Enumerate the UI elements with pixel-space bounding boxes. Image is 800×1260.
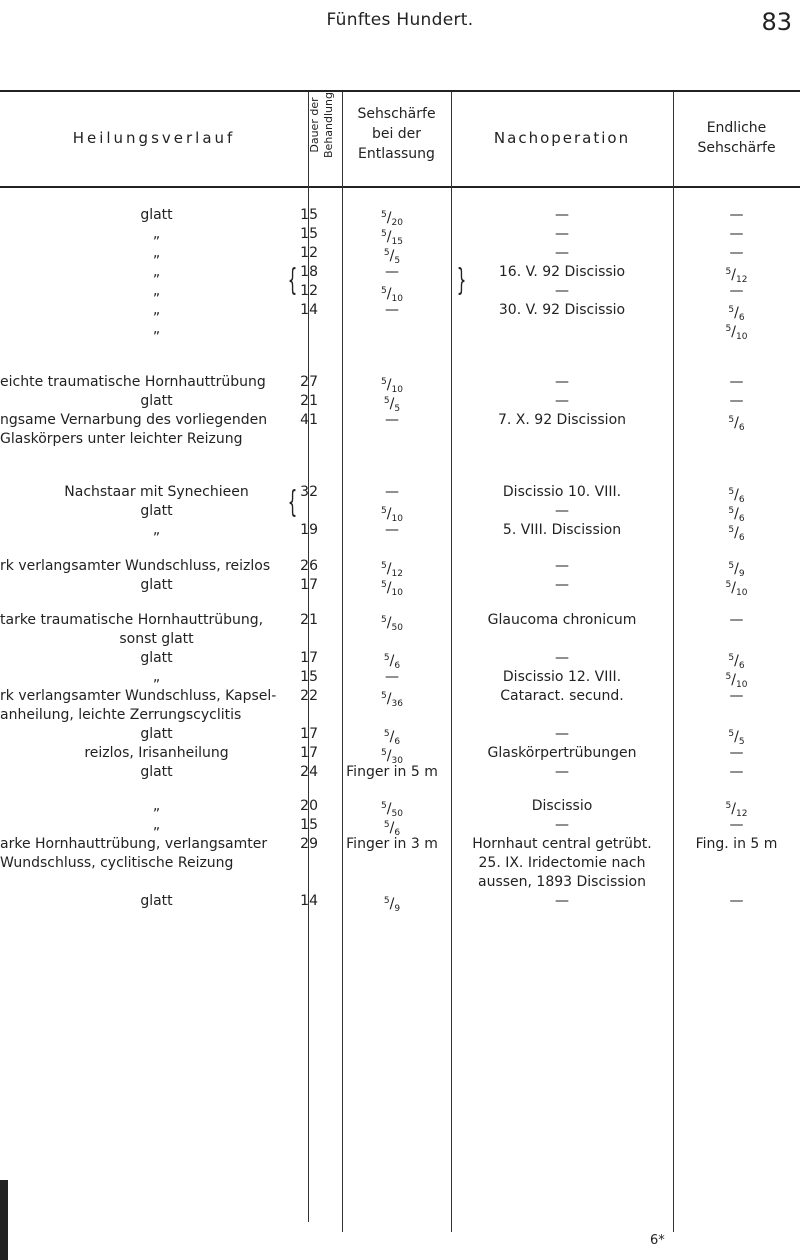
cell-endliche: — (729, 245, 744, 261)
fraction-slash: / (386, 748, 392, 764)
cell-sehschaerfe (337, 893, 447, 918)
cell-verlauf: eichte traumatische Hornhauttrübung (0, 374, 266, 390)
cell-sehschaerfe: — (385, 669, 399, 685)
fraction-numerator: 5 (728, 653, 735, 663)
cell-endliche: — (729, 764, 744, 780)
cell-nachoperation: — (555, 817, 569, 833)
cell-verlauf: tarke traumatische Hornhauttrübung, (0, 612, 264, 628)
cell-dauer: 12 (300, 283, 318, 299)
cell-dauer: 14 (300, 893, 318, 909)
cell-nachoperation: Discissio 12. VIII. (502, 669, 622, 685)
cell-dauer: 15 (300, 817, 318, 833)
cell-dauer: 17 (300, 650, 318, 666)
cell-dauer: 26 (300, 558, 318, 574)
signature-mark: 6* (650, 1233, 665, 1248)
fraction-slash: / (386, 229, 392, 245)
fraction-slash: / (386, 691, 392, 707)
fraction-slash: / (386, 210, 392, 226)
fraction-denominator: 15 (391, 237, 403, 247)
fraction-numerator: 5 (381, 506, 387, 516)
fraction-numerator: 5 (728, 487, 735, 497)
cell-verlauf: ngsame Vernarbung des vorliegenden (0, 412, 268, 428)
cell-nachoperation: Cataract. secund. (500, 688, 624, 704)
cell-verlauf: glatt (140, 893, 173, 909)
cell-dauer: 41 (300, 412, 318, 428)
cell-verlauf: arke Hornhauttrübung, verlangsamter (0, 836, 268, 852)
cell-dauer: 12 (300, 245, 318, 261)
fraction-denominator: 6 (394, 661, 401, 671)
cell-endliche: — (729, 893, 744, 909)
cell-endliche: — (729, 374, 744, 390)
fraction-numerator: 5 (728, 305, 735, 315)
cell-dauer: 24 (300, 764, 318, 780)
header-endl-line1: Endliche (706, 120, 767, 136)
fraction-denominator: 12 (736, 809, 748, 819)
cell-dauer: 15 (300, 207, 318, 223)
cell-endliche (673, 321, 800, 346)
cell-verlauf: „ (152, 321, 161, 337)
fraction-slash: / (389, 896, 395, 912)
cell-nachoperation: — (555, 503, 569, 519)
cell-verlauf: Wundschluss, cyclitische Reizung (0, 855, 234, 871)
cell-endliche (673, 522, 800, 547)
cell-sehschaerfe: — (385, 522, 399, 538)
fraction-slash: / (389, 729, 395, 745)
cell-verlauf: sonst glatt (119, 631, 194, 647)
fraction-numerator: 5 (383, 396, 390, 406)
fraction-slash: / (734, 305, 739, 321)
cell-nachoperation: — (555, 577, 569, 593)
cell-dauer: 18 (300, 264, 318, 280)
cell-endliche: — (729, 612, 744, 628)
cell-nachoperation: 7. X. 92 Discission (497, 412, 627, 428)
fraction-numerator: 5 (381, 801, 387, 811)
fraction-numerator: 5 (381, 286, 387, 296)
fraction-slash: / (386, 615, 392, 631)
header-nachoperation: Nachoperation (493, 129, 631, 147)
cell-endliche: — (729, 226, 744, 242)
cell-endliche: — (729, 688, 744, 704)
cell-dauer: 22 (300, 688, 318, 704)
fraction-slash: / (731, 580, 736, 596)
cell-dauer: 15 (300, 226, 318, 242)
running-title: Fünftes Hundert. (326, 10, 474, 30)
cell-nachoperation: — (555, 374, 569, 390)
fraction-denominator: 6 (738, 495, 745, 505)
cell-verlauf: rk verlangsamter Wundschluss, Kapsel- (0, 688, 277, 704)
cell-verlauf: „ (152, 283, 161, 299)
fraction-numerator: 5 (728, 729, 735, 739)
fraction-slash: / (386, 561, 392, 577)
header-verlauf: Heilungsverlauf (72, 129, 236, 147)
cell-verlauf: glatt (140, 577, 173, 593)
cell-sehschaerfe (337, 688, 447, 713)
fraction-denominator: 12 (736, 275, 748, 285)
fraction-numerator: 5 (381, 691, 387, 701)
fraction-denominator: 30 (391, 756, 403, 766)
fraction-denominator: 9 (394, 904, 401, 914)
fraction-slash: / (734, 415, 739, 431)
header-dauer-line1: Dauer der (308, 97, 321, 153)
fraction-denominator: 10 (736, 680, 748, 690)
fraction-numerator: 5 (728, 415, 735, 425)
brace-mark: { (287, 485, 298, 520)
fraction-numerator: 5 (381, 580, 387, 590)
cell-nachoperation: Discissio (531, 798, 593, 814)
fraction-denominator: 9 (738, 569, 745, 579)
cell-dauer: 27 (300, 374, 318, 390)
header-sehschaerfe (342, 104, 451, 164)
fraction-slash: / (734, 525, 739, 541)
fraction-denominator: 10 (736, 332, 748, 342)
cell-sehschaerfe: — (385, 264, 399, 280)
cell-verlauf: „ (152, 798, 161, 814)
header-sehs-line2: bei der (371, 126, 422, 142)
cell-verlauf: glatt (140, 764, 173, 780)
header-endl-line2: Sehschärfe (697, 140, 776, 156)
fraction-numerator: 5 (383, 896, 390, 906)
fraction-slash: / (731, 672, 736, 688)
cell-endliche (673, 412, 800, 437)
fraction-slash: / (734, 653, 739, 669)
fraction-slash: / (389, 820, 395, 836)
fraction-numerator: 5 (725, 267, 732, 277)
cell-sehschaerfe (337, 577, 447, 602)
fraction-numerator: 5 (381, 615, 387, 625)
fraction-denominator: 6 (738, 514, 745, 524)
cell-dauer: 17 (300, 745, 318, 761)
cell-nachoperation: Discissio 10. VIII. (502, 484, 622, 500)
cell-nachoperation: — (555, 764, 569, 780)
header-sehs-line3: Entlassung (358, 146, 435, 162)
fraction-slash: / (734, 729, 739, 745)
header-sehs-line1: Sehschärfe (357, 106, 436, 122)
cell-verlauf: „ (152, 245, 161, 261)
fraction-denominator: 5 (394, 404, 401, 414)
cell-sehschaerfe: — (385, 302, 399, 318)
fraction-slash: / (731, 324, 736, 340)
fraction-numerator: 5 (383, 248, 390, 258)
fraction-slash: / (731, 801, 736, 817)
fraction-numerator: 5 (381, 229, 387, 239)
cell-dauer: 29 (300, 836, 318, 852)
cell-dauer: 19 (300, 522, 318, 538)
fraction-denominator: 10 (391, 385, 403, 395)
fraction-denominator: 10 (391, 294, 403, 304)
brace-mark: { (287, 263, 298, 298)
header-dauer-line2: Behandlung (322, 92, 335, 158)
cell-verlauf: Glaskörpers unter leichter Reizung (0, 431, 243, 447)
cell-nachoperation: — (555, 283, 569, 299)
cell-verlauf: „ (152, 817, 161, 833)
fraction-numerator: 5 (725, 324, 732, 334)
fraction-numerator: 5 (381, 561, 387, 571)
fraction-denominator: 6 (394, 828, 401, 838)
fraction-numerator: 5 (381, 377, 387, 387)
fraction-slash: / (386, 286, 392, 302)
cell-verlauf: glatt (140, 207, 173, 223)
fraction-denominator: 6 (738, 533, 745, 543)
cell-nachoperation: Hornhaut central getrübt. (472, 836, 652, 852)
cell-dauer: 17 (300, 577, 318, 593)
cell-dauer: 14 (300, 302, 318, 318)
fraction-slash: / (386, 506, 392, 522)
cell-endliche: — (729, 393, 744, 409)
fraction-slash: / (389, 248, 395, 264)
fraction-numerator: 5 (381, 748, 387, 758)
cell-nachoperation: 16. V. 92 Discissio (498, 264, 626, 280)
cell-nachoperation: — (555, 245, 569, 261)
fraction-denominator: 6 (738, 423, 745, 433)
cell-dauer: 32 (300, 484, 318, 500)
cell-endliche: — (729, 817, 744, 833)
fraction-numerator: 5 (728, 525, 735, 535)
cell-nachoperation: — (555, 726, 569, 742)
fraction-denominator: 5 (738, 737, 745, 747)
cell-endliche: — (729, 207, 744, 223)
cell-verlauf: glatt (140, 650, 173, 666)
cell-nachoperation: aussen, 1893 Discission (478, 874, 646, 890)
fraction-denominator: 50 (391, 809, 403, 819)
cell-dauer: 15 (300, 669, 318, 685)
cell-nachoperation: — (555, 558, 569, 574)
cell-nachoperation: — (555, 393, 569, 409)
cell-nachoperation: 5. VIII. Discission (502, 522, 622, 538)
cell-nachoperation: — (555, 226, 569, 242)
cell-nachoperation: — (555, 650, 569, 666)
fraction-slash: / (386, 377, 392, 393)
fraction-denominator: 10 (391, 588, 403, 598)
fraction-slash: / (731, 267, 736, 283)
fraction-denominator: 36 (391, 699, 403, 709)
cell-nachoperation: 25. IX. Iridectomie nach (478, 855, 646, 871)
cell-verlauf: glatt (140, 726, 173, 742)
header-rule (0, 186, 800, 188)
cell-verlauf: „ (152, 669, 161, 685)
cell-sehschaerfe: — (385, 484, 399, 500)
page-number: 83 (761, 8, 792, 36)
fraction-slash: / (389, 653, 395, 669)
cell-verlauf: „ (152, 302, 161, 318)
fraction-numerator: 5 (728, 506, 735, 516)
cell-endliche: — (729, 745, 744, 761)
fraction-denominator: 5 (394, 256, 401, 266)
fraction-numerator: 5 (383, 729, 390, 739)
cell-dauer: 21 (300, 393, 318, 409)
cell-nachoperation: 30. V. 92 Discissio (498, 302, 626, 318)
fraction-numerator: 5 (383, 820, 390, 830)
header-endliche (673, 118, 800, 158)
fraction-slash: / (386, 801, 392, 817)
fraction-denominator: 10 (391, 514, 403, 524)
cell-nachoperation: — (555, 893, 569, 909)
fraction-numerator: 5 (725, 580, 732, 590)
fraction-slash: / (734, 506, 739, 522)
fraction-numerator: 5 (381, 210, 387, 220)
cell-sehschaerfe: Finger in 5 m (346, 764, 438, 780)
cell-nachoperation: Glaskörpertrübungen (487, 745, 637, 761)
fraction-denominator: 20 (391, 218, 403, 228)
cell-verlauf: reizlos, Irisanheilung (84, 745, 229, 761)
cell-verlauf: rk verlangsamter Wundschluss, reizlos (0, 558, 271, 574)
cell-verlauf: Nachstaar mit Synechieen (64, 484, 249, 500)
fraction-slash: / (734, 487, 739, 503)
cell-verlauf: „ (152, 226, 161, 242)
fraction-numerator: 5 (725, 801, 732, 811)
fraction-denominator: 6 (738, 313, 745, 323)
fraction-numerator: 5 (725, 672, 732, 682)
cell-nachoperation: Glaucoma chronicum (487, 612, 637, 628)
fraction-slash: / (389, 396, 395, 412)
cell-endliche: — (729, 283, 744, 299)
left-edge-mark (0, 1180, 8, 1260)
top-rule (0, 90, 800, 92)
cell-endliche (673, 577, 800, 602)
cell-dauer: 21 (300, 612, 318, 628)
fraction-denominator: 10 (736, 588, 748, 598)
fraction-denominator: 6 (738, 661, 745, 671)
header-dauer (308, 90, 335, 160)
fraction-denominator: 12 (391, 569, 403, 579)
fraction-numerator: 5 (383, 653, 390, 663)
cell-verlauf: anheilung, leichte Zerrungscyclitis (0, 707, 242, 723)
brace-mark: } (456, 263, 467, 298)
cell-dauer: 17 (300, 726, 318, 742)
fraction-numerator: 5 (728, 561, 735, 571)
fraction-denominator: 6 (394, 737, 401, 747)
cell-verlauf: „ (152, 522, 161, 538)
fraction-slash: / (734, 561, 739, 577)
cell-sehschaerfe: — (385, 412, 399, 428)
fraction-denominator: 50 (391, 623, 403, 633)
cell-dauer: 20 (300, 798, 318, 814)
cell-endliche: Fing. in 5 m (695, 836, 778, 852)
fraction-slash: / (386, 580, 392, 596)
cell-verlauf: „ (152, 264, 161, 280)
cell-sehschaerfe (337, 612, 447, 637)
cell-nachoperation: — (555, 207, 569, 223)
cell-sehschaerfe: Finger in 3 m (346, 836, 438, 852)
cell-verlauf: glatt (140, 503, 173, 519)
cell-verlauf: glatt (140, 393, 173, 409)
